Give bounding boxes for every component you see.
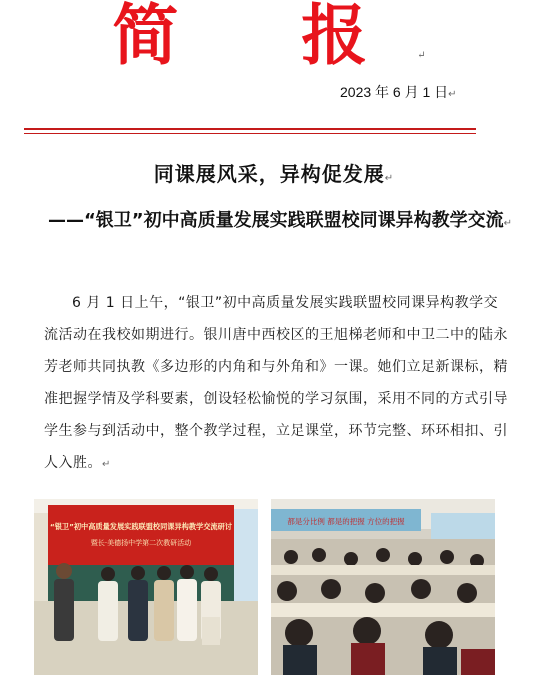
body-paragraph	[44, 287, 510, 481]
return-mark-icon: ↵	[417, 50, 476, 61]
divider-bottom	[24, 133, 476, 134]
banner-line-1: “银卫”初中高质量发展实践联盟校同课异构教学交流研讨	[50, 522, 232, 531]
divider-top	[24, 128, 476, 130]
return-mark-icon: ↵	[448, 89, 457, 100]
classroom-banner-text: 都是分比例 都是的把握 方位的把握	[287, 517, 405, 526]
return-mark-icon: ↵	[102, 459, 111, 470]
issue-date-text: 2023 年 6 月 1 日	[340, 84, 449, 100]
subtitle-text: ——“银卫”初中高质量发展实践联盟校同课异构教学交流	[47, 210, 504, 231]
headline-text: 同课展风采，异构促发展	[153, 162, 385, 186]
classroom-photo	[271, 499, 495, 675]
event-banner	[48, 505, 234, 565]
banner-line-2: 暨长·美德扬中学第二次教研活动	[90, 539, 192, 547]
return-mark-icon: ↵	[503, 218, 513, 229]
return-mark-icon: ↵	[384, 173, 395, 184]
body-paragraph-text: 6 月 1 日上午，“银卫”初中高质量发展实践联盟校同课异构教学交流活动在我校如期进行。银川唐中西校区的王旭梯老师和中卫二中的陆永芳老师共同执教《多边形的内角和与外角和》一课。她们立足新课标，精准把握学情及学科要素，创设轻松愉悦的学习氛围，采用不同的方式引导学生参与到活动中，整个教学过程，立足课堂，环节完整、环环相扣、引人入胜。	[44, 295, 508, 471]
masthead-title	[0, 0, 548, 91]
subtitle	[40, 206, 520, 238]
issue-date	[340, 82, 457, 102]
student-figures	[271, 548, 495, 675]
headline	[0, 158, 548, 187]
masthead-text: 简 报	[112, 0, 418, 74]
teachers-group-photo	[34, 499, 258, 675]
